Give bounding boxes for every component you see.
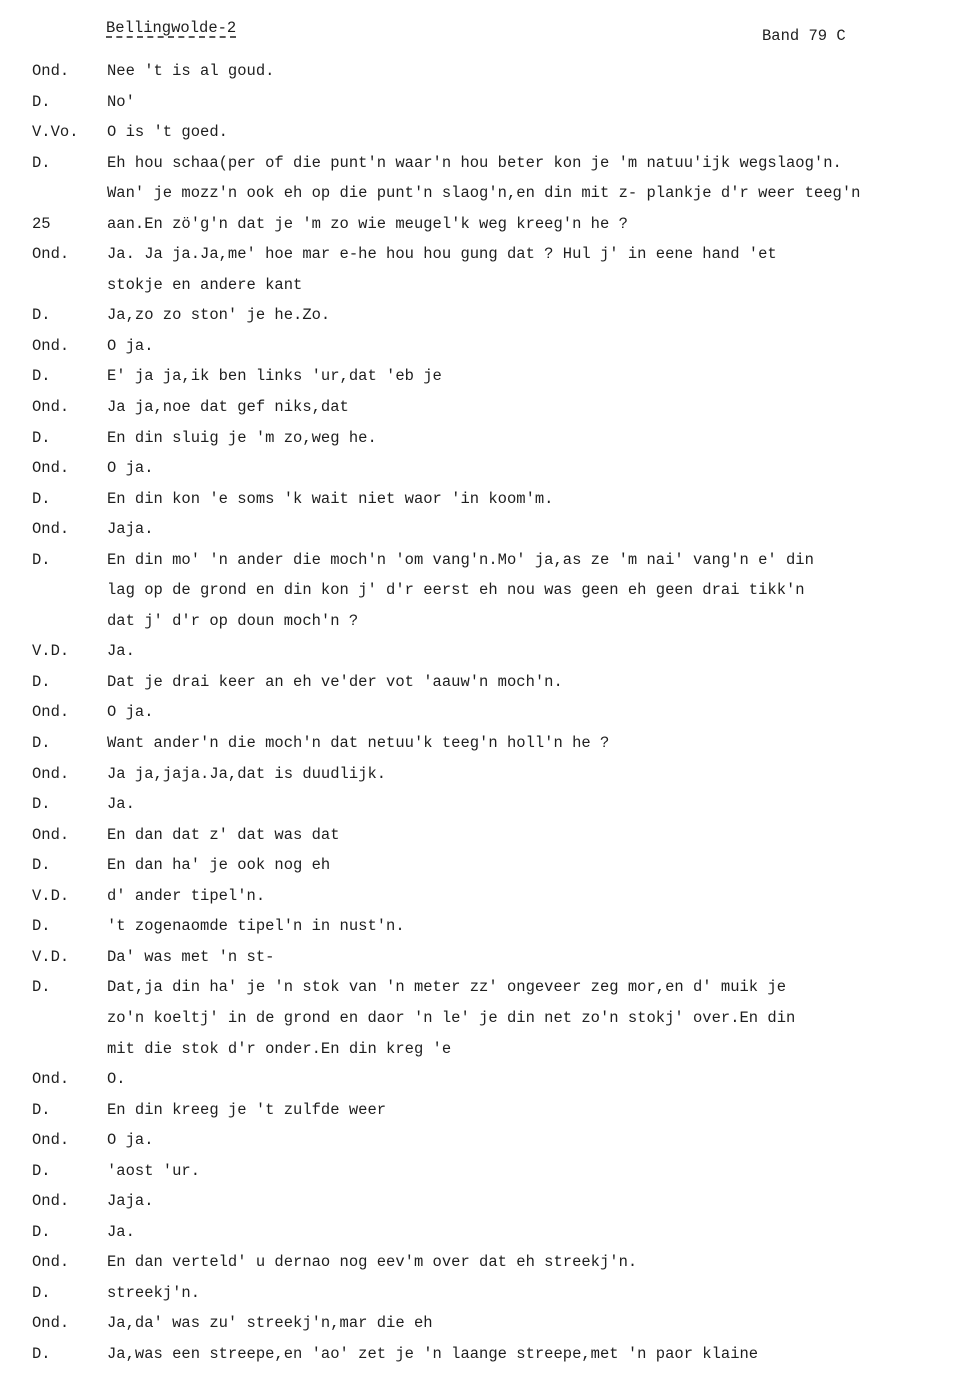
- utterance-text: d' ander tipel'n.: [107, 886, 266, 905]
- speaker-label: Ond.: [32, 1192, 70, 1211]
- utterance-text: Ja,was een streepe,en 'ao' zet je 'n laange streepe,met 'n paor klaine: [107, 1344, 759, 1363]
- speaker-label: D.: [32, 672, 51, 691]
- transcript-line: [0, 1034, 979, 1065]
- utterance-text: En din kon 'e soms 'k wait niet waor 'in koom'm.: [107, 489, 554, 508]
- utterance-text: Nee 't is al goud.: [107, 62, 275, 80]
- speaker-label: D.: [32, 550, 51, 569]
- utterance-text: Dat je drai keer an eh ve'der vot 'aauw'n moch'n.: [107, 672, 563, 691]
- utterance-text: mit die stok d'r onder.En din kreg 'e: [107, 1039, 452, 1058]
- transcript-line: [0, 606, 979, 637]
- speaker-label: D.: [32, 306, 51, 325]
- transcript-line: [0, 117, 979, 148]
- transcript-line: [0, 148, 979, 179]
- speaker-label: Ond.: [32, 825, 70, 844]
- utterance-text: Ja.: [107, 1222, 135, 1241]
- speaker-label: D.: [32, 795, 51, 814]
- speaker-label: 25: [32, 214, 51, 233]
- utterance-text: Wan' je mozz'n ook eh op die punt'n slaog'n,en din mit z- plankje d'r weer teeg'n: [107, 184, 861, 203]
- utterance-text: O ja.: [107, 703, 154, 722]
- utterance-text: Ja.: [107, 642, 135, 661]
- utterance-text: zo'n koeltj' in de grond en daor 'n le' je din net zo'n stokj' over.En din: [107, 1008, 796, 1027]
- transcript-line: [0, 575, 979, 606]
- speaker-label: D.: [32, 428, 51, 447]
- transcript-line: [0, 1095, 979, 1126]
- transcript-line: [0, 1308, 979, 1339]
- utterance-text: O ja.: [107, 459, 154, 478]
- speaker-label: D.: [32, 367, 51, 386]
- transcript-line: [0, 1278, 979, 1309]
- utterance-text: aan.En zö'g'n dat je 'm zo wie meugel'k weg kreeg'n he ?: [107, 214, 628, 233]
- utterance-text: Ja. Ja ja.Ja,me' hoe mar e-he hou hou gung dat ? Hul j' in eene hand 'et: [107, 245, 777, 264]
- speaker-label: Ond.: [32, 62, 70, 80]
- transcript-line: [0, 300, 979, 331]
- speaker-label: D.: [32, 856, 51, 875]
- utterance-text: En din mo' 'n ander die moch'n 'om vang'n.Mo' ja,as ze 'm nai' vang'n e' din: [107, 550, 814, 569]
- utterance-text: O.: [107, 1070, 126, 1089]
- transcript-line: [0, 942, 979, 973]
- speaker-label: Ond.: [32, 336, 70, 355]
- speaker-label: D.: [32, 1161, 51, 1180]
- transcript-line: [0, 911, 979, 942]
- utterance-text: dat j' d'r op doun moch'n ?: [107, 611, 359, 630]
- utterance-text: Ja,da' was zu' streekj'n,mar die eh: [107, 1314, 433, 1333]
- transcript-line: [0, 1064, 979, 1095]
- utterance-text: Want ander'n die moch'n dat netuu'k teeg'n holl'n he ?: [107, 734, 610, 753]
- speaker-label: D.: [32, 1222, 51, 1241]
- utterance-text: stokje en andere kant: [107, 275, 303, 294]
- transcript-line: [0, 87, 979, 118]
- utterance-text: streekj'n.: [107, 1283, 201, 1302]
- transcript-line: [0, 667, 979, 698]
- transcript-line: [0, 1217, 979, 1248]
- transcript-line: [0, 484, 979, 515]
- transcript-line: [0, 1125, 979, 1156]
- utterance-text: En din sluig je 'm zo,weg he.: [107, 428, 377, 447]
- utterance-text: Da' was met 'n st-: [107, 947, 275, 966]
- speaker-label: Ond.: [32, 703, 70, 722]
- transcript-line: [0, 514, 979, 545]
- transcript-line: [0, 423, 979, 454]
- utterance-text: En din kreeg je 't zulfde weer: [107, 1100, 387, 1119]
- utterance-text: En dan verteld' u dernao nog eev'm over dat eh streekj'n.: [107, 1253, 638, 1272]
- transcript-line: [0, 881, 979, 912]
- transcript: [0, 56, 979, 1370]
- utterance-text: Ja.: [107, 795, 135, 814]
- transcript-line: [0, 1156, 979, 1187]
- utterance-text: Dat,ja din ha' je 'n stok van 'n meter zz' ongeveer zeg mor,en d' muik je: [107, 978, 787, 997]
- speaker-label: Ond.: [32, 1070, 70, 1089]
- speaker-label: D.: [32, 92, 51, 111]
- utterance-text: 't zogenaomde tipel'n in nust'n.: [107, 917, 405, 936]
- transcript-line: [0, 850, 979, 881]
- transcript-line: [0, 209, 979, 240]
- speaker-label: D.: [32, 734, 51, 753]
- transcript-line: [0, 1339, 979, 1370]
- speaker-label: D.: [32, 1283, 51, 1302]
- transcript-line: [0, 331, 979, 362]
- speaker-label: Ond.: [32, 520, 70, 539]
- transcript-line: [0, 392, 979, 423]
- speaker-label: Ond.: [32, 1314, 70, 1333]
- utterance-text: En dan ha' je ook nog eh: [107, 856, 331, 875]
- speaker-label: D.: [32, 978, 51, 997]
- utterance-text: Ja ja,noe dat gef niks,dat: [107, 398, 349, 417]
- utterance-text: Jaja.: [107, 520, 154, 539]
- utterance-text: 'aost 'ur.: [107, 1161, 201, 1180]
- utterance-text: Jaja.: [107, 1192, 154, 1211]
- speaker-label: D.: [32, 1100, 51, 1119]
- utterance-text: O ja.: [107, 1131, 154, 1150]
- transcript-line: [0, 1247, 979, 1278]
- document-title: Bellingwolde-2: [106, 19, 237, 37]
- utterance-text: No': [107, 92, 135, 111]
- transcript-line: [0, 178, 979, 209]
- speaker-label: Ond.: [32, 1131, 70, 1150]
- transcript-line: [0, 56, 979, 87]
- transcript-line: [0, 972, 979, 1003]
- utterance-text: Ja,zo zo ston' je he.Zo.: [107, 306, 331, 325]
- speaker-label: V.Vo.: [32, 123, 79, 142]
- speaker-label: D.: [32, 917, 51, 936]
- transcript-line: [0, 697, 979, 728]
- transcript-line: [0, 239, 979, 270]
- speaker-label: Ond.: [32, 245, 70, 264]
- transcript-line: [0, 453, 979, 484]
- utterance-text: O is 't goed.: [107, 123, 228, 142]
- speaker-label: D.: [32, 489, 51, 508]
- speaker-label: V.D.: [32, 642, 70, 661]
- transcript-line: [0, 361, 979, 392]
- utterance-text: lag op de grond en din kon j' d'r eerst eh nou was geen eh geen drai tikk'n: [107, 581, 805, 600]
- transcript-line: [0, 270, 979, 301]
- speaker-label: Ond.: [32, 1253, 70, 1272]
- utterance-text: En dan dat z' dat was dat: [107, 825, 340, 844]
- transcript-line: [0, 820, 979, 851]
- speaker-label: Ond.: [32, 764, 70, 783]
- transcript-line: [0, 759, 979, 790]
- band-label: Band 79 C: [762, 27, 846, 45]
- speaker-label: V.D.: [32, 947, 70, 966]
- speaker-label: Ond.: [32, 459, 70, 478]
- transcript-line: [0, 728, 979, 759]
- transcript-line: [0, 545, 979, 576]
- transcript-line: [0, 636, 979, 667]
- transcript-line: [0, 1003, 979, 1034]
- utterance-text: Ja ja,jaja.Ja,dat is duudlijk.: [107, 764, 387, 783]
- speaker-label: V.D.: [32, 886, 70, 905]
- utterance-text: O ja.: [107, 336, 154, 355]
- speaker-label: Ond.: [32, 398, 70, 417]
- speaker-label: D.: [32, 153, 51, 172]
- transcript-line: [0, 1186, 979, 1217]
- utterance-text: Eh hou schaa(per of die punt'n waar'n hou beter kon je 'm natuu'ijk wegslaog'n.: [107, 153, 842, 172]
- speaker-label: D.: [32, 1344, 51, 1363]
- utterance-text: E' ja ja,ik ben links 'ur,dat 'eb je: [107, 367, 442, 386]
- transcript-line: [0, 789, 979, 820]
